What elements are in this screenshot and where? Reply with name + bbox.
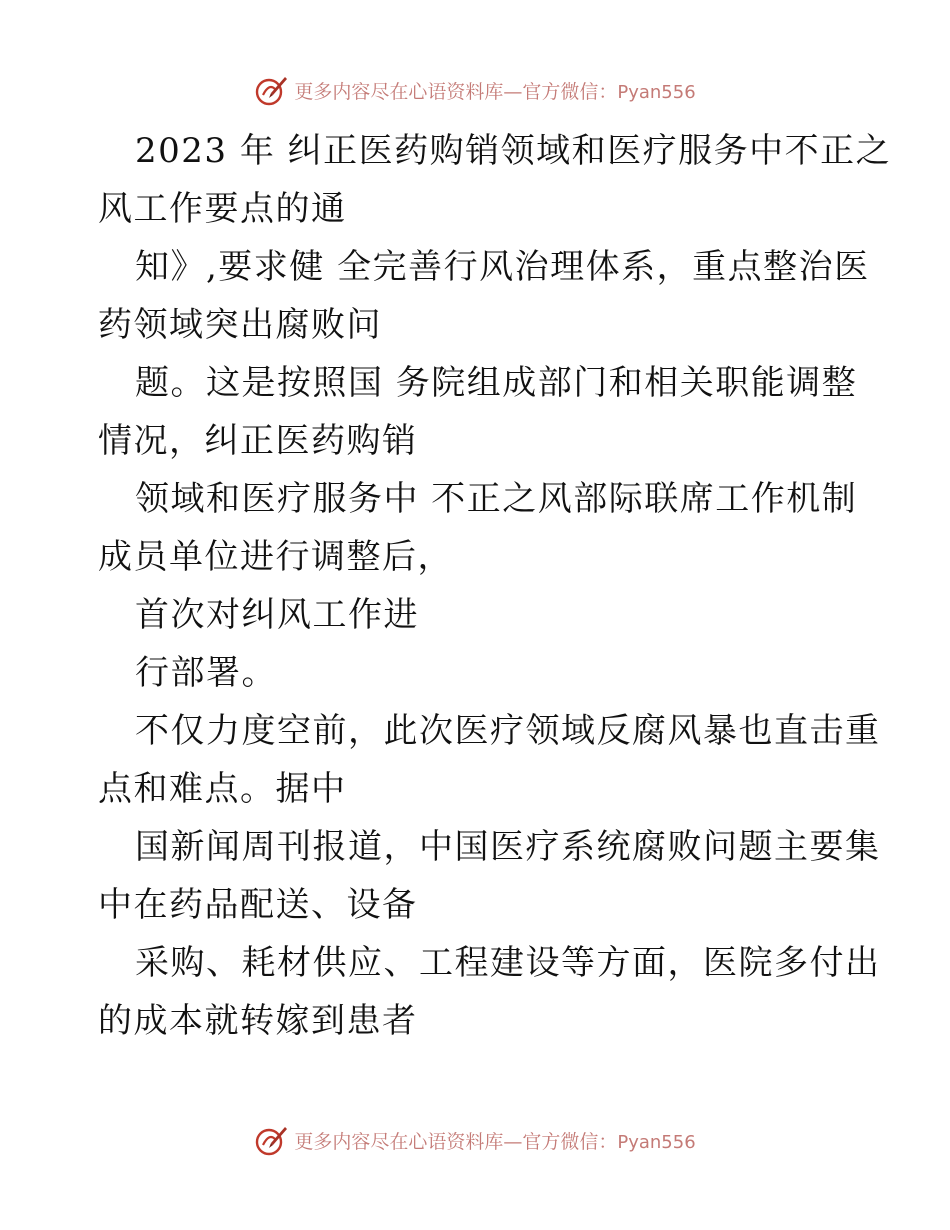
footer-watermark	[0, 1120, 950, 1160]
watermark-text: 更多内容尽在心语资料库—官方微信：Pyan556	[294, 1130, 696, 1153]
paragraph-3-line-1: 题。这是按照国 务院组成部门和相关职能调整	[135, 363, 858, 403]
paragraph-5-line-1: 首次对纠风工作进	[135, 595, 419, 635]
pen-logo-icon	[254, 1123, 288, 1157]
paragraph-8-line-1: 国新闻周刊报道，中国医疗系统腐败问题主要集	[135, 827, 881, 867]
paragraph-8-line-2: 中在药品配送、设备	[98, 885, 418, 925]
paragraph-4-line-1: 领域和医疗服务中 不正之风部际联席工作机制	[135, 479, 858, 519]
pen-logo-icon	[254, 73, 288, 107]
paragraph-9-line-1: 采购、耗材供应、工程建设等方面，医院多付出	[135, 943, 881, 983]
paragraph-1-line-2: 风工作要点的通	[98, 189, 347, 229]
header-watermark	[0, 70, 950, 110]
paragraph-2-line-2: 药领域突出腐败问	[98, 305, 382, 345]
watermark-text: 更多内容尽在心语资料库—官方微信：Pyan556	[294, 80, 696, 103]
paragraph-9-line-2: 的成本就转嫁到患者	[98, 1001, 418, 1041]
paragraph-4-line-2: 成员单位进行调整后，	[98, 537, 453, 577]
paragraph-7-line-1: 不仅力度空前，此次医疗领域反腐风暴也直击重	[135, 711, 881, 751]
paragraph-3-line-2: 情况，纠正医药购销	[98, 421, 418, 461]
paragraph-7-line-2: 点和难点。据中	[98, 769, 347, 809]
paragraph-1-line-1: 2023 年 纠正医药购销领域和医疗服务中不正之	[135, 131, 892, 171]
paragraph-2-line-1: 知》,要求健 全完善行风治理体系，重点整治医	[135, 247, 870, 287]
paragraph-6-line-1: 行部署。	[135, 653, 277, 693]
